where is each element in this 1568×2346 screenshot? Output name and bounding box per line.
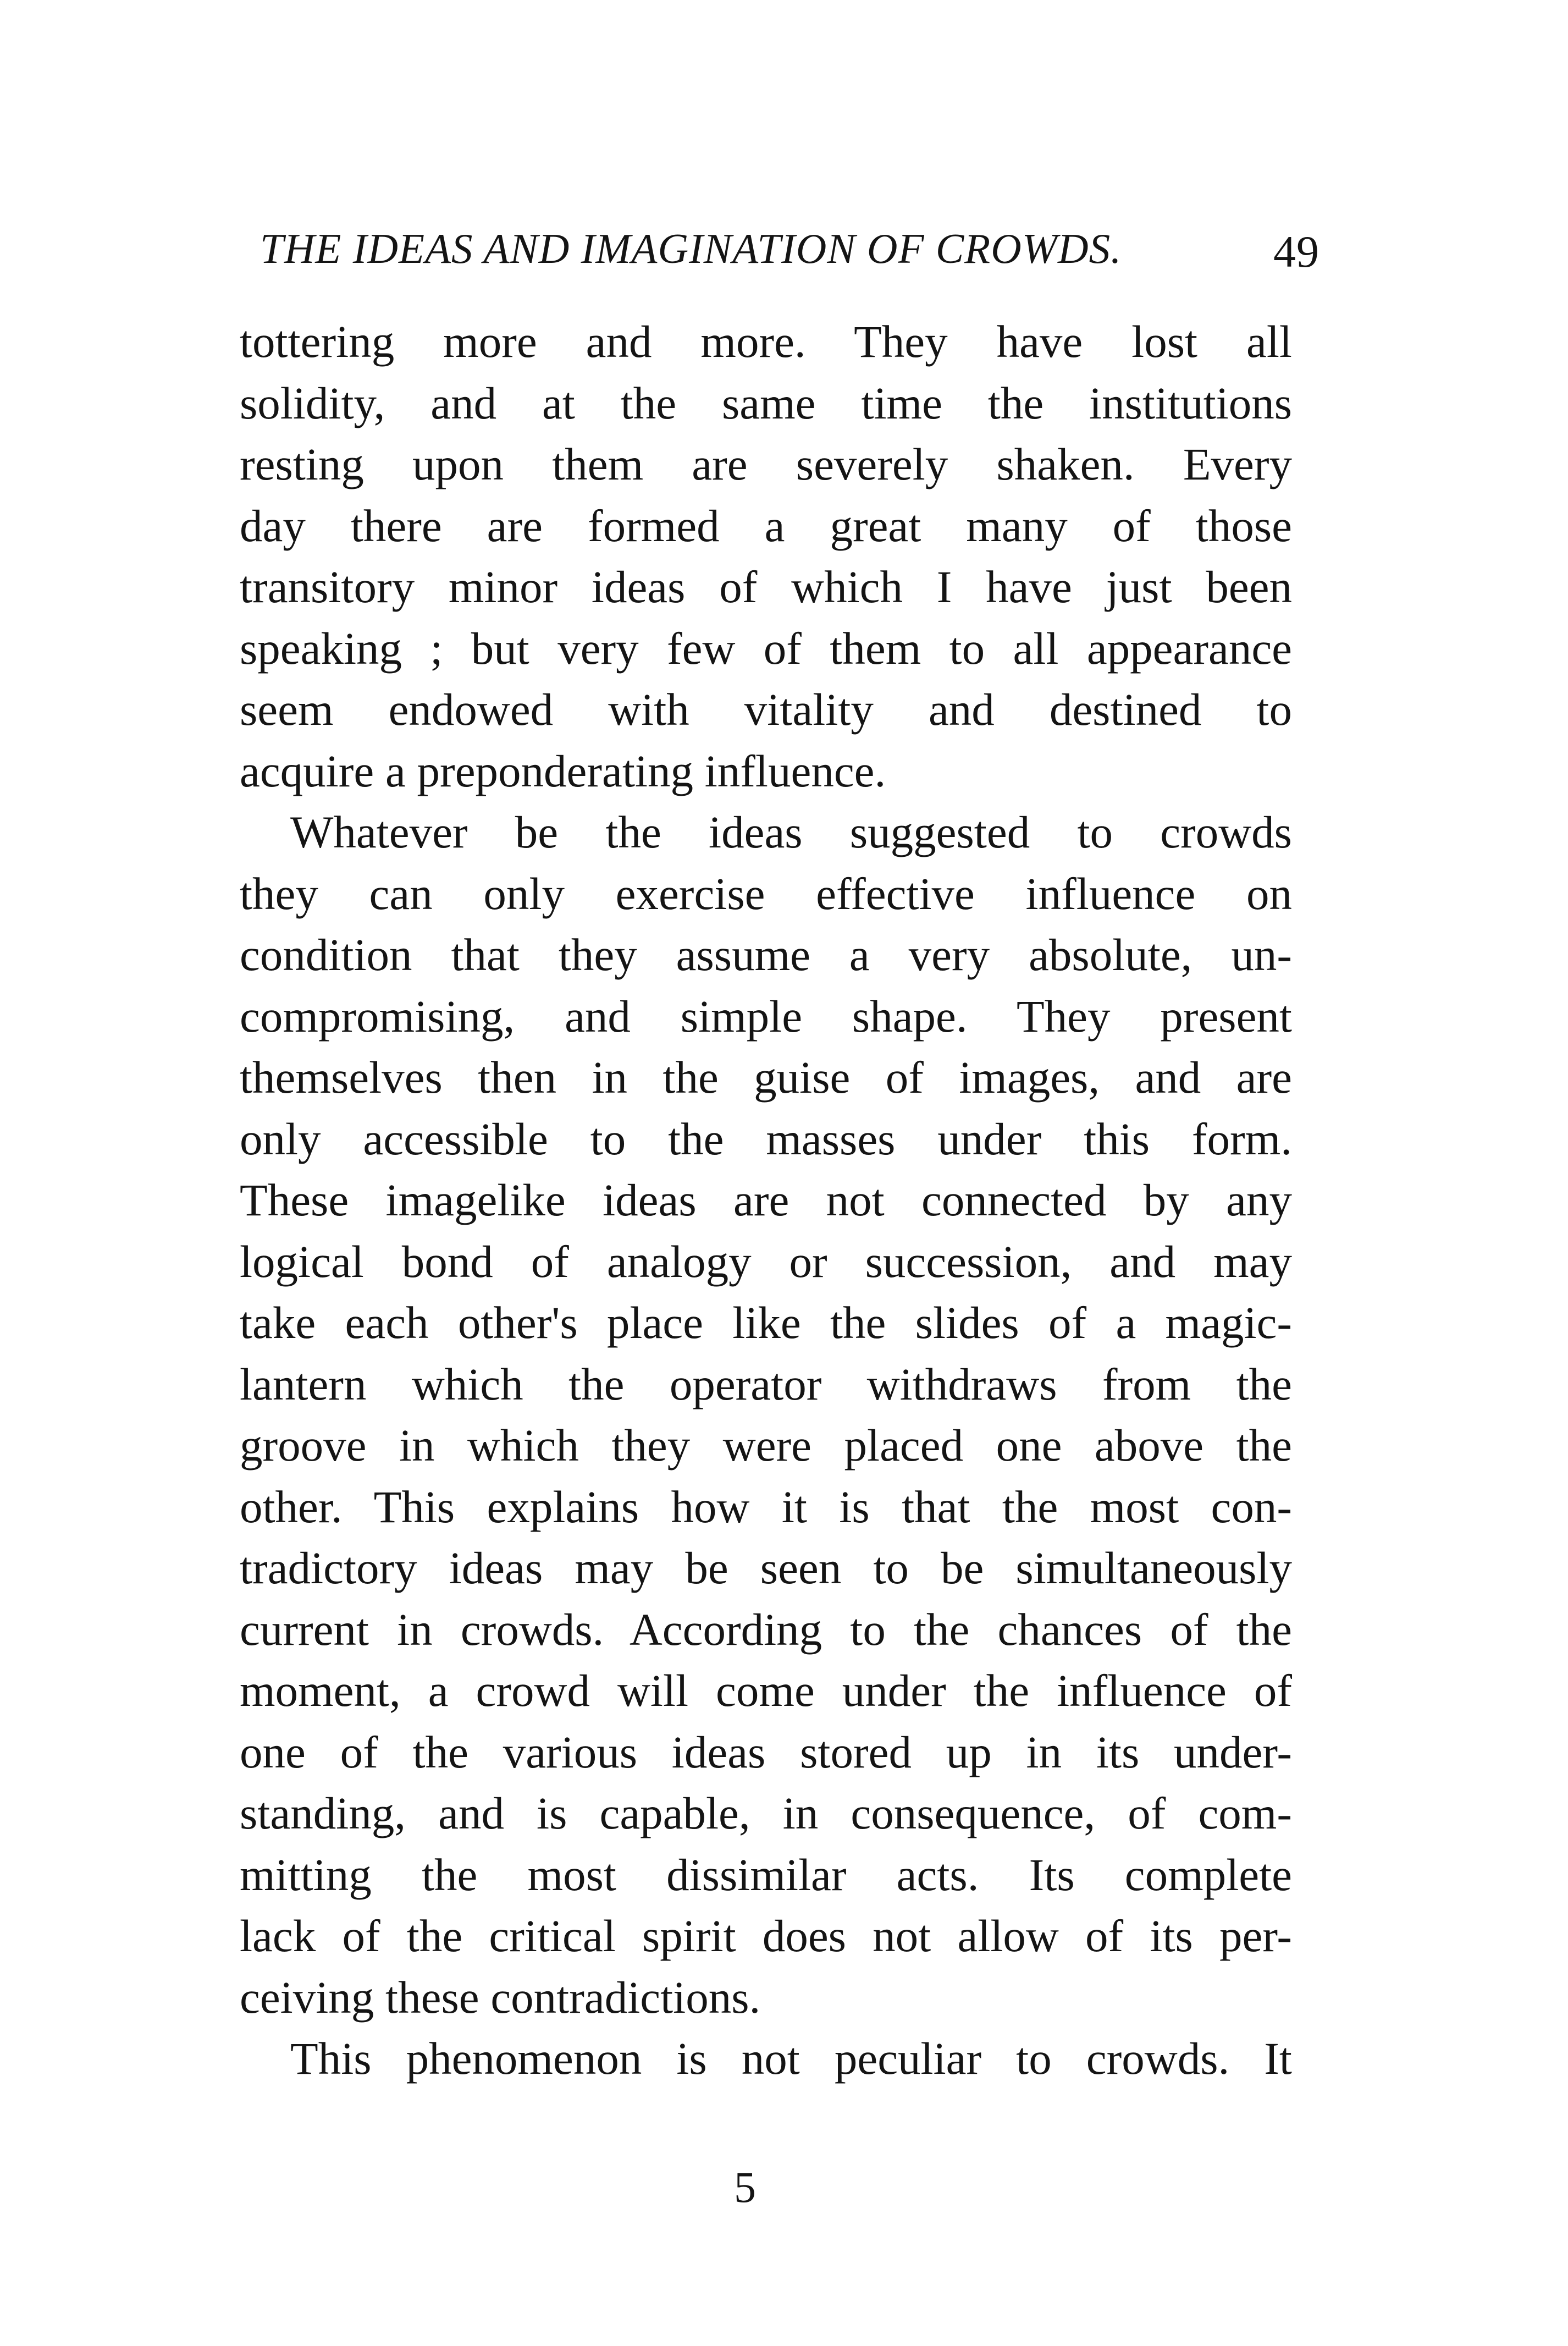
- text-line: moment, a crowd will come under the influence of: [240, 1665, 1292, 1716]
- signature-mark: 5: [734, 2163, 756, 2212]
- text-line: only accessible to the masses under this form.: [240, 1113, 1292, 1164]
- text-line: tradictory ideas may be seen to be simultaneously: [240, 1543, 1292, 1593]
- text-line: logical bond of analogy or succession, and may: [240, 1236, 1292, 1287]
- text-line: they can only exercise effective influence on: [240, 868, 1292, 919]
- chapter-title: THE IDEAS AND IMAGINATION OF CROWDS.: [260, 225, 1122, 272]
- text-line: other. This explains how it is that the most con-: [240, 1481, 1292, 1532]
- text-line: lack of the critical spirit does not allow of its per-: [240, 1910, 1292, 1961]
- paragraph-end-line: acquire a preponderating influence.: [240, 745, 886, 796]
- text-line: standing, and is capable, in consequence, of com-: [240, 1788, 1292, 1838]
- text-line: resting upon them are severely shaken. Every: [240, 439, 1292, 489]
- paragraph-end-line: ceiving these contradictions.: [240, 1971, 761, 2023]
- text-line: seem endowed with vitality and destined to: [240, 684, 1292, 735]
- text-line: compromising, and simple shape. They present: [240, 990, 1292, 1042]
- paragraph-start-line: This phenomenon is not peculiar to crowds. It: [290, 2033, 1292, 2084]
- text-line: transitory minor ideas of which I have just been: [240, 561, 1292, 612]
- running-head: [260, 216, 1319, 282]
- page-number: 49: [1273, 227, 1319, 277]
- text-line: solidity, and at the same time the institutions: [240, 377, 1292, 428]
- text-line: day there are formed a great many of those: [240, 500, 1292, 551]
- paragraph-start-line: Whatever be the ideas suggested to crowds: [290, 807, 1292, 857]
- text-line: mitting the most dissimilar acts. Its complete: [240, 1849, 1292, 1900]
- text-line: take each other's place like the slides of a magic-: [240, 1297, 1292, 1348]
- text-line: one of the various ideas stored up in its under-: [240, 1726, 1292, 1777]
- text-line: tottering more and more. They have lost all: [240, 316, 1292, 367]
- text-line: lantern which the operator withdraws from the: [240, 1358, 1292, 1409]
- text-line: condition that they assume a very absolute, un-: [240, 929, 1292, 980]
- body-text: [240, 311, 1292, 2090]
- text-line: speaking ; but very few of them to all appearance: [240, 623, 1292, 674]
- text-line: These imagelike ideas are not connected by any: [240, 1175, 1292, 1225]
- text-line: current in crowds. According to the chances of the: [240, 1604, 1292, 1655]
- text-line: groove in which they were placed one above the: [240, 1420, 1292, 1471]
- text-line: themselves then in the guise of images, and are: [240, 1052, 1292, 1103]
